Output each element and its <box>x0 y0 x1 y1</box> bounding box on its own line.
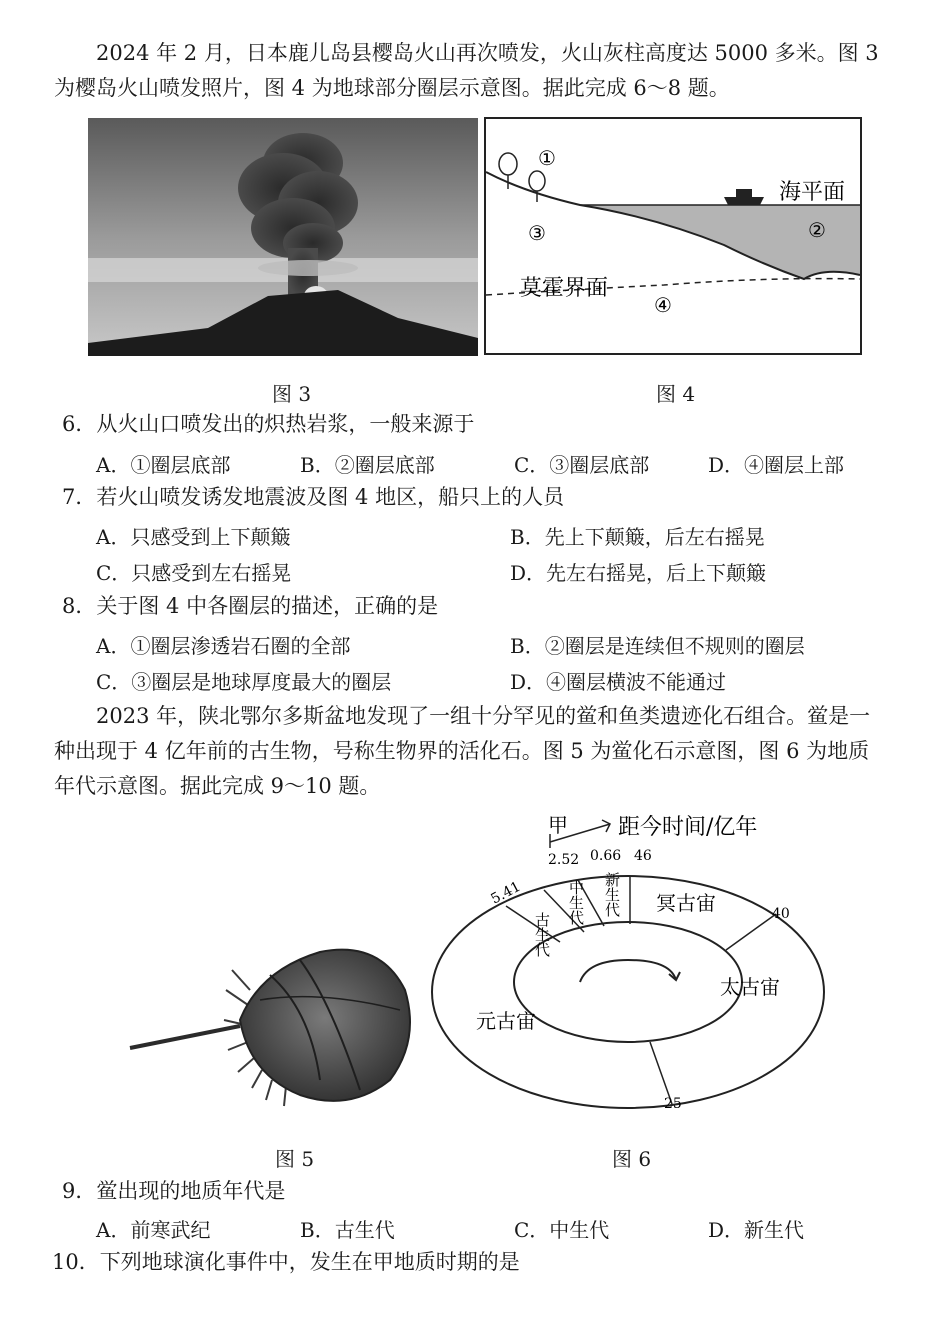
boundary-40 <box>726 914 776 950</box>
intro2-line2: 种出现于 4 亿年前的古生物，号称生物界的活化石。图 5 为鲎化石示意图，图 6 为地质 <box>54 739 870 763</box>
jia-label: 甲 <box>548 813 568 837</box>
label-circle-1: ① <box>538 146 556 170</box>
moho-label: 莫霍界面 <box>520 276 609 301</box>
tick-25: 25 <box>664 1096 682 1112</box>
eon-hadean: 冥古宙 <box>656 891 716 915</box>
q7-option-d: D．先左右摇晃，后上下颠簸 <box>510 561 767 585</box>
q8-option-c: C．③圈层是地球厚度最大的圈层 <box>96 670 392 694</box>
figure-5-caption: 图 5 <box>275 1147 315 1171</box>
tick-46: 46 <box>634 848 652 864</box>
q8-option-a: A．①圈层渗透岩石圈的全部 <box>96 634 351 658</box>
eon-archean: 太古宙 <box>720 975 780 999</box>
figure-6-caption: 图 6 <box>612 1147 652 1171</box>
era-cenozoic: 新生代 <box>603 872 621 917</box>
label-circle-4: ④ <box>654 293 672 317</box>
q6-option-b: B．②圈层底部 <box>300 453 435 477</box>
sea-level-label: 海平面 <box>779 180 846 205</box>
q8-option-b: B．②圈层是连续但不规则的圈层 <box>510 634 805 658</box>
tick-40: 40 <box>772 906 790 922</box>
intro1-line2: 为樱岛火山喷发照片，图 4 为地球部分圈层示意图。据此完成 6～8 题。 <box>54 76 730 100</box>
q9-option-c: C．中生代 <box>514 1218 610 1242</box>
tick-066: 0.66 <box>590 848 622 864</box>
intro2-line3: 年代示意图。据此完成 9～10 题。 <box>54 774 381 798</box>
q7-option-c: C．只感受到左右摇晃 <box>96 561 292 585</box>
era-paleozoic: 古生代 <box>533 912 551 957</box>
label-circle-2: ② <box>808 218 826 242</box>
q7-option-b: B．先上下颠簸，后左右摇晃 <box>510 525 765 549</box>
q7-stem: 7．若火山喷发诱发地震波及图 4 地区，船只上的人员 <box>62 485 565 509</box>
q9-option-a: A．前寒武纪 <box>96 1218 211 1242</box>
intro1-line1: 2024 年 2 月，日本鹿儿岛县樱岛火山再次喷发，火山灰柱高度达 5000 多米。图 3 <box>96 41 879 65</box>
q8-stem: 8．关于图 4 中各圈层的描述，正确的是 <box>62 594 439 618</box>
time-axis-title: 距今时间/亿年 <box>618 815 758 840</box>
boundary-25 <box>650 1042 672 1104</box>
q6-option-c: C．③圈层底部 <box>514 453 650 477</box>
q10-stem: 10．下列地球演化事件中，发生在甲地质时期的是 <box>52 1250 520 1274</box>
q9-option-b: B．古生代 <box>300 1218 395 1242</box>
figure-3-caption: 图 3 <box>272 382 312 406</box>
q6-stem: 6．从火山口喷发出的炽热岩浆，一般来源于 <box>62 412 475 436</box>
figure-6-geologic-time <box>428 812 828 1114</box>
eon-proterozoic: 元古宙 <box>476 1009 536 1033</box>
tick-541: 5.41 <box>488 878 524 908</box>
q6-option-d: D．④圈层上部 <box>708 453 845 477</box>
q7-option-a: A．只感受到上下颠簸 <box>96 525 291 549</box>
intro2-line1: 2023 年，陕北鄂尔多斯盆地发现了一组十分罕见的鲎和鱼类遗迹化石组合。鲎是一 <box>96 704 871 728</box>
era-mesozoic: 中生代 <box>567 880 585 925</box>
circular-arrow-icon <box>580 960 680 982</box>
q9-stem: 9．鲎出现的地质年代是 <box>62 1179 286 1203</box>
q9-option-d: D．新生代 <box>708 1218 805 1242</box>
figure-4-caption: 图 4 <box>656 382 696 406</box>
figure-3-volcano-photo <box>88 118 478 356</box>
figure-4-earth-layers <box>484 117 862 355</box>
q6-option-a: A．①圈层底部 <box>96 453 231 477</box>
tick-252: 2.52 <box>548 852 580 868</box>
figure-5-horseshoe-crab <box>120 930 420 1115</box>
q8-option-d: D．④圈层横波不能通过 <box>510 670 727 694</box>
label-circle-3: ③ <box>528 221 546 245</box>
